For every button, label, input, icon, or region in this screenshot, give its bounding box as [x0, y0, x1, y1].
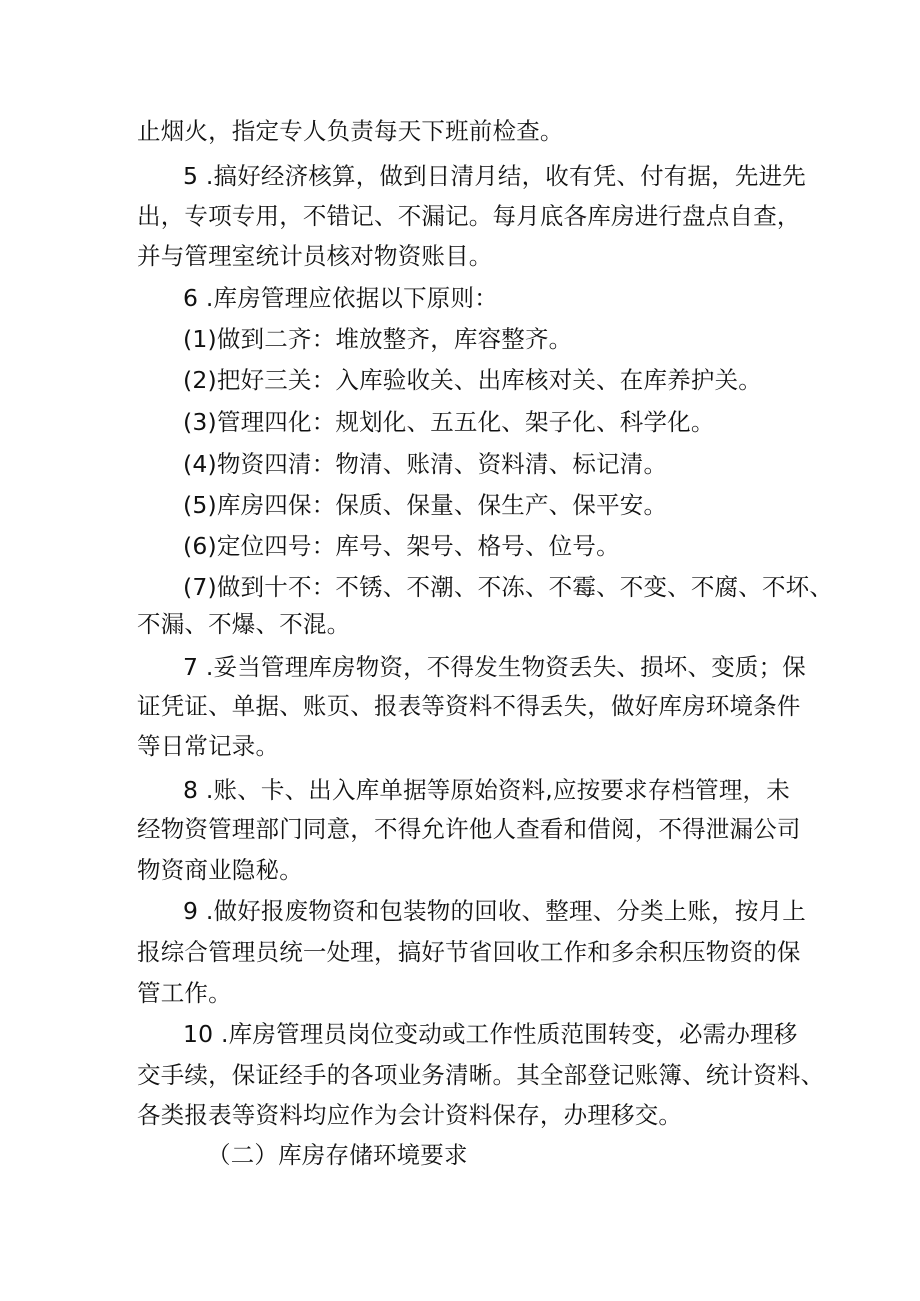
- text-line: (2)把好三关：入库验收关、出库核对关、在库养护关。: [183, 366, 762, 394]
- text-line: 各类报表等资料均应作为会计资料保存，办理移交。: [137, 1101, 683, 1129]
- text-line: (1)做到二齐：堆放整齐，库容整齐。: [183, 325, 573, 353]
- text-line: 10 .库房管理员岗位变动或工作性质范围转变，必需办理移: [183, 1020, 798, 1048]
- text-line: (5)库房四保：保质、保量、保生产、保平安。: [183, 491, 668, 519]
- text-line: 止烟火，指定专人负责每天下班前检查。: [137, 117, 564, 145]
- text-line: 交手续，保证经手的各项业务清晰。其全部登记账簿、统计资料、: [137, 1061, 825, 1089]
- text-line: 7 .妥当管理库房物资，不得发生物资丢失、损坏、变质；保: [183, 653, 806, 681]
- text-line: 8 .账、卡、出入库单据等原始资料,应按要求存档管理，未: [183, 776, 790, 804]
- text-line: 9 .做好报废物资和包装物的回收、整理、分类上账，按月上: [183, 897, 806, 925]
- text-line: 等日常记录。: [137, 732, 280, 760]
- section-heading: （二）库房存储环境要求: [207, 1141, 468, 1169]
- text-line: 报综合管理员统一处理，搞好节省回收工作和多余积压物资的保: [137, 938, 801, 966]
- text-line: 管工作。: [137, 979, 232, 1007]
- text-line: 出，专项专用，不错记、不漏记。每月底各库房进行盘点自查，: [137, 202, 801, 230]
- text-line: (3)管理四化：规划化、五五化、架子化、科学化。: [183, 408, 715, 436]
- text-line: (7)做到十不：不锈、不潮、不冻、不霉、不变、不腐、不坏、: [183, 573, 834, 601]
- text-line: 不漏、不爆、不混。: [137, 610, 351, 638]
- text-line: 物资商业隐秘。: [137, 856, 303, 884]
- text-line: 5 .搞好经济核算，做到日清月结，收有凭、付有据，先进先: [183, 162, 806, 190]
- text-line: 经物资管理部门同意，不得允许他人查看和借阅，不得泄漏公司: [137, 815, 801, 843]
- text-line: 证凭证、单据、账页、报表等资料不得丢失，做好库房环境条件: [137, 692, 801, 720]
- text-line: 6 .库房管理应依据以下原则：: [183, 284, 498, 312]
- text-line: 并与管理室统计员核对物资账目。: [137, 242, 493, 270]
- text-line: (6)定位四号：库号、架号、格号、位号。: [183, 532, 620, 560]
- text-line: (4)物资四清：物清、账清、资料清、标记清。: [183, 450, 668, 478]
